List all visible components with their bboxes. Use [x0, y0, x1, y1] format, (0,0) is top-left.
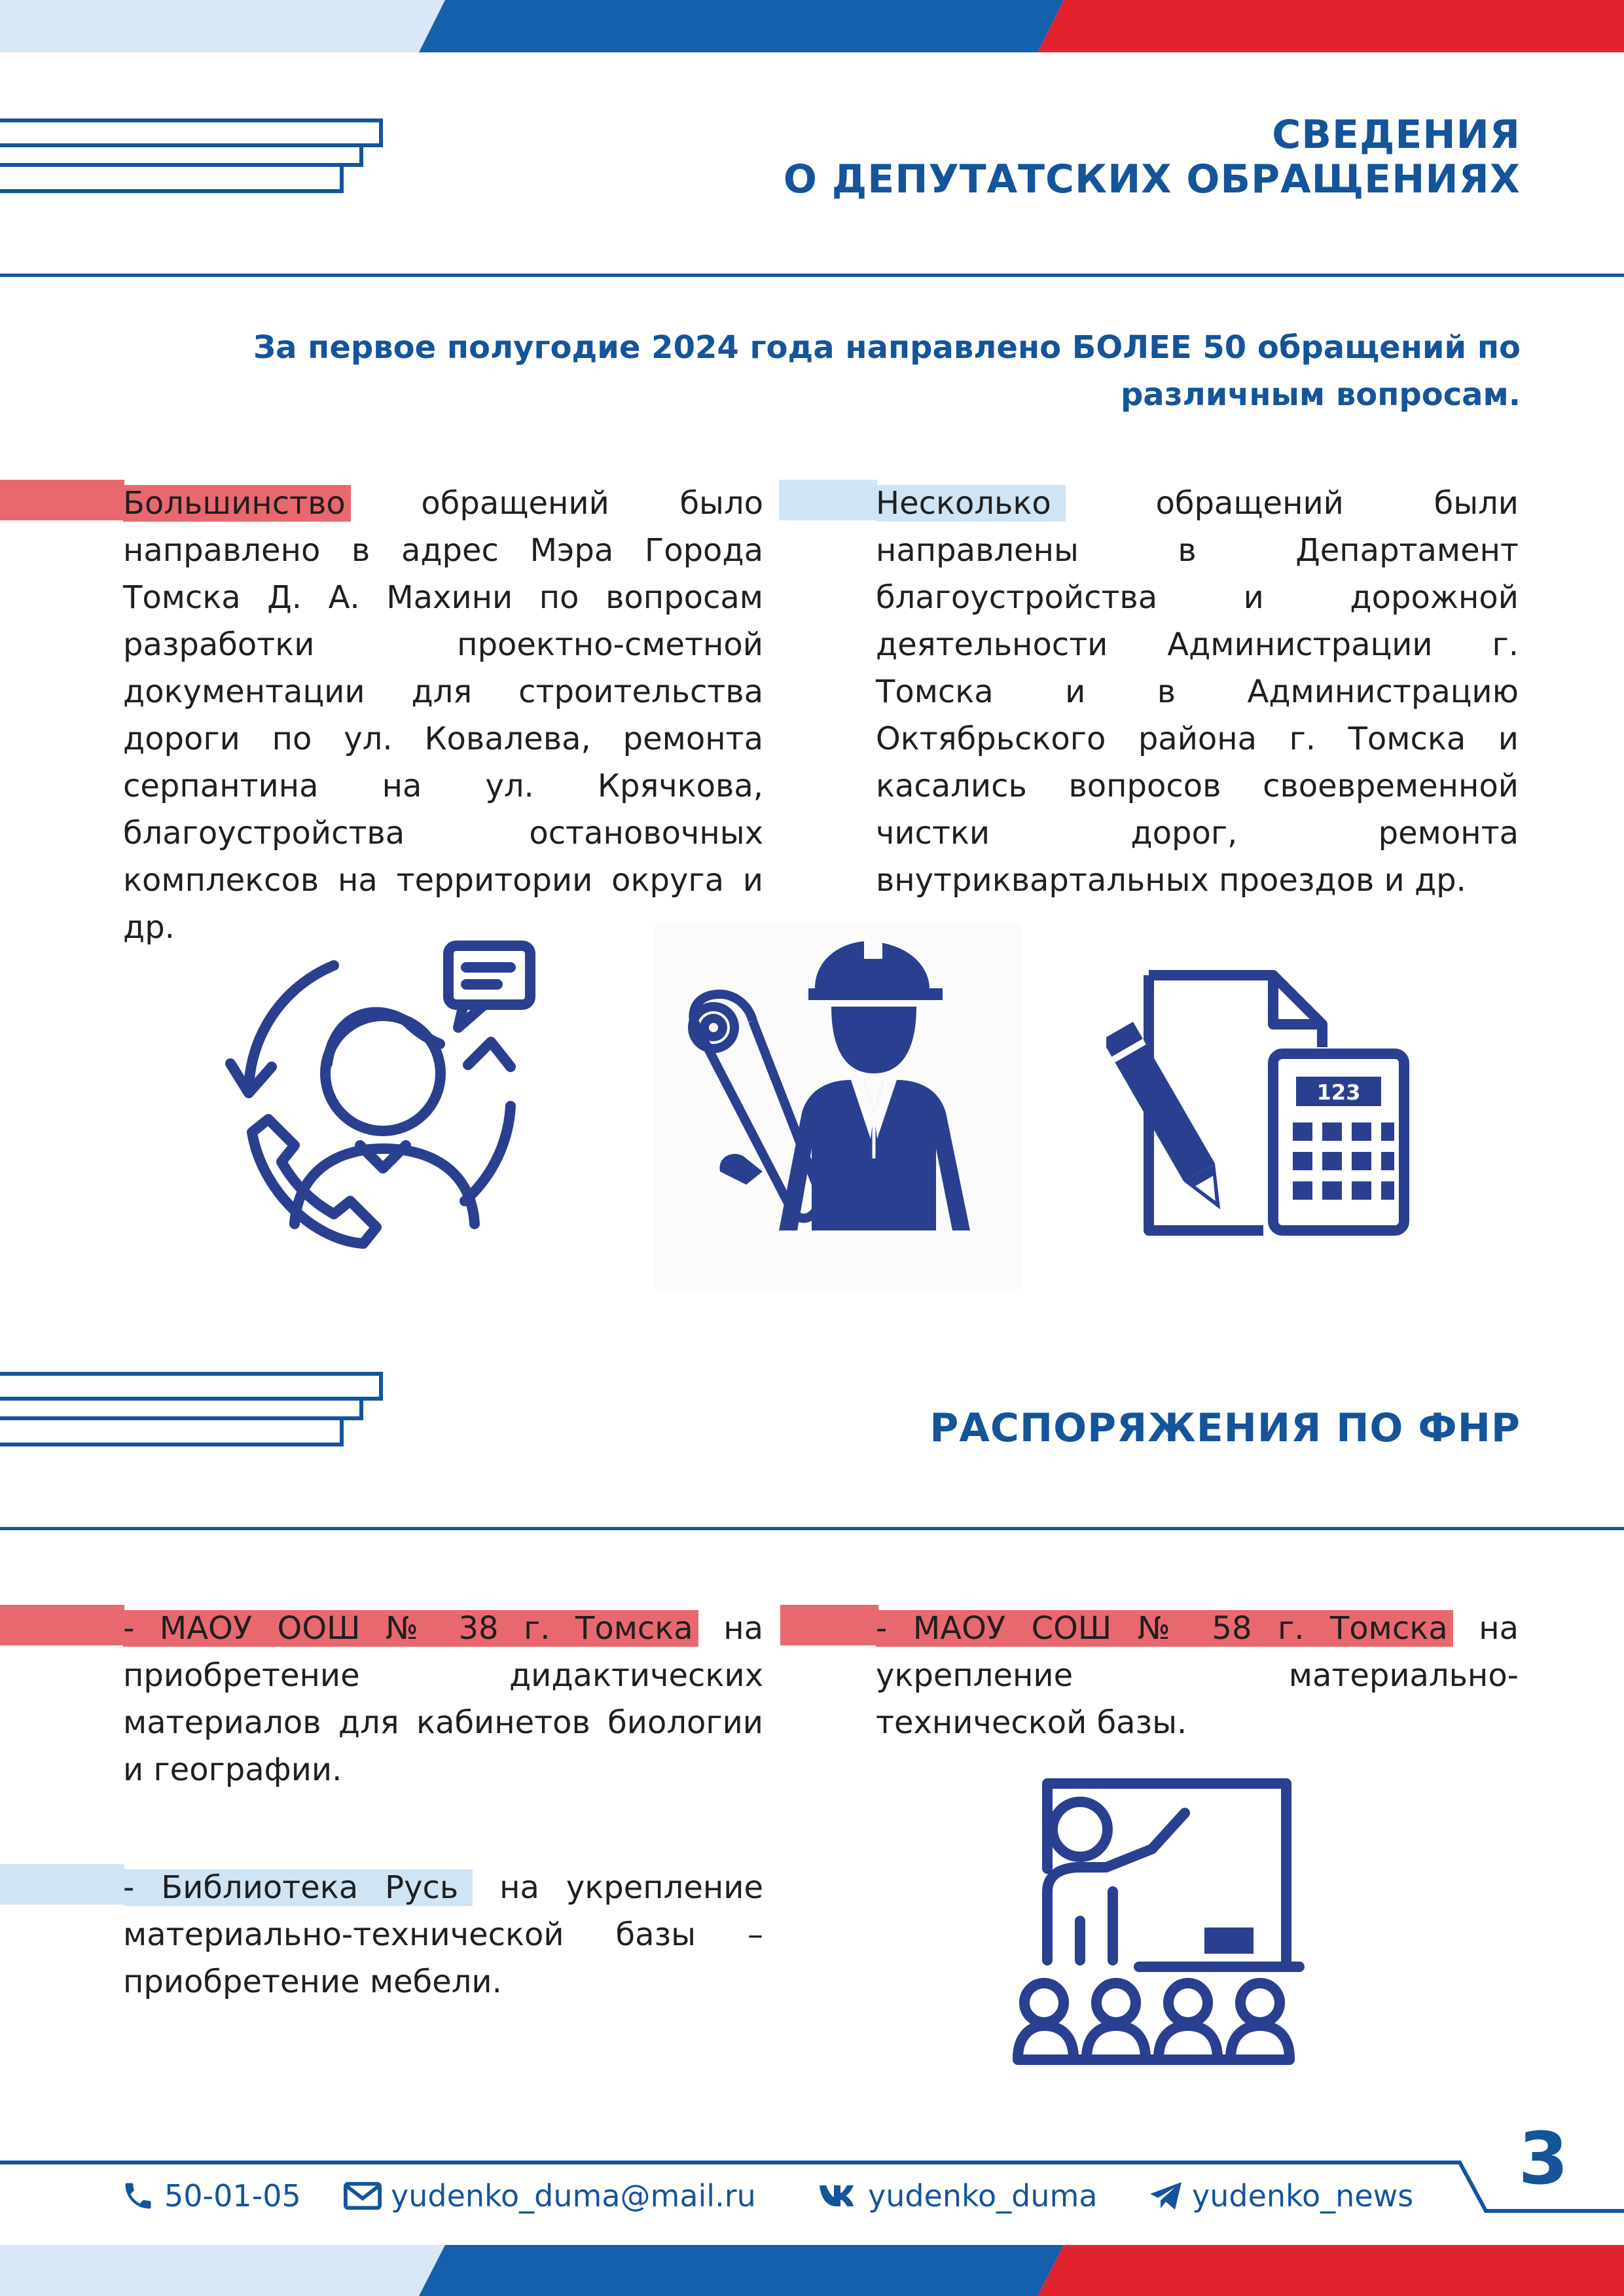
engineer-icon — [655, 923, 1021, 1289]
right-appeals-paragraph — [876, 480, 1519, 904]
divider-rule-top — [0, 274, 1624, 277]
telegram-icon — [1149, 2181, 1183, 2211]
title-line-2: О ДЕПУТАТСКИХ ОБРАЩЕНИЯХ — [783, 156, 1521, 202]
footer-vk[interactable] — [818, 2176, 1098, 2215]
classroom-teacher-icon — [1008, 1777, 1316, 2072]
highlight-several: Несколько — [876, 485, 1066, 522]
section-title-fnr: РАСПОРЯЖЕНИЯ ПО ФНР — [929, 1405, 1521, 1451]
highlight-majority: Большинство — [123, 485, 351, 522]
title-line-1: СВЕДЕНИЯ — [1272, 112, 1521, 158]
phone-icon — [121, 2179, 155, 2213]
decorative-lines-middle — [0, 1371, 393, 1450]
highlight-lead-bar-item3 — [0, 1864, 124, 1905]
footer-telegram[interactable] — [1149, 2176, 1413, 2215]
left-appeals-text: обращений было направлено в адрес Мэра Города Томска Д. А. Махини по вопросам разработки проектно-сметной документации для строительства дороги по ул. Ковалева, ремонта серпантина на ул. Крячкова, благоустройства остановочных комплексов на территории округа и др. — [123, 485, 763, 946]
footer-telegram-text: yudenko_news — [1192, 2178, 1414, 2214]
footer-phone[interactable] — [121, 2176, 301, 2215]
calculator-display: 123 — [1316, 1080, 1361, 1105]
fnr-item-1-text: на приобретение дидактических материалов для кабинетов биологии и географии. — [123, 1610, 763, 1788]
fnr-item-3-text: на укрепление материально-технической базы – приобретение мебели. — [123, 1869, 763, 2000]
bottom-flag-band — [0, 2245, 1624, 2296]
left-appeals-paragraph — [123, 480, 763, 951]
divider-rule-middle — [0, 1527, 1624, 1530]
fnr-item-1-highlight: - МАОУ ООШ № 38 г. Томска — [123, 1610, 698, 1647]
footer-phone-text: 50-01-05 — [164, 2178, 301, 2214]
vk-icon — [818, 2183, 859, 2209]
footer-vk-text: yudenko_duma — [868, 2178, 1098, 2214]
right-appeals-text: обращений были направлены в Департамент благоустройства и дорожной деятельности Администрации г. Томска и в Администрацию Октябрьского района г. Томска и касались вопросов своевременной чистки дорог, ремонта внутриквартальных проездов и др. — [876, 485, 1519, 899]
highlight-lead-bar-right — [779, 480, 877, 520]
highlight-lead-bar-item2 — [780, 1605, 878, 1645]
top-flag-band — [0, 0, 1624, 52]
page-number: 3 — [1518, 2117, 1568, 2200]
highlight-lead-bar-left — [0, 480, 124, 520]
fnr-item-3-highlight: - Библиотека Русь — [123, 1869, 473, 1906]
mail-icon — [344, 2181, 382, 2210]
footer-email[interactable] — [344, 2176, 756, 2215]
summary-text: За первое полугодие 2024 года направлено БОЛЕЕ 50 обращений по различным вопросам. — [253, 329, 1521, 413]
fnr-item-1 — [123, 1605, 763, 1793]
fnr-item-3 — [123, 1864, 763, 2005]
section-title-appeals — [784, 113, 1521, 202]
footer-email-text: yudenko_duma@mail.ru — [391, 2178, 756, 2214]
fnr-item-2 — [876, 1605, 1519, 1746]
call-center-icon — [223, 936, 543, 1250]
decorative-lines-top — [0, 118, 393, 196]
fnr-item-2-highlight: - МАОУ СОШ № 58 г. Томска — [876, 1610, 1453, 1647]
fnr-item-2-text: на укрепление материально-технической базы. — [876, 1610, 1519, 1741]
highlight-lead-bar-item1 — [0, 1605, 124, 1645]
estimate-calculator-icon — [1106, 969, 1414, 1244]
